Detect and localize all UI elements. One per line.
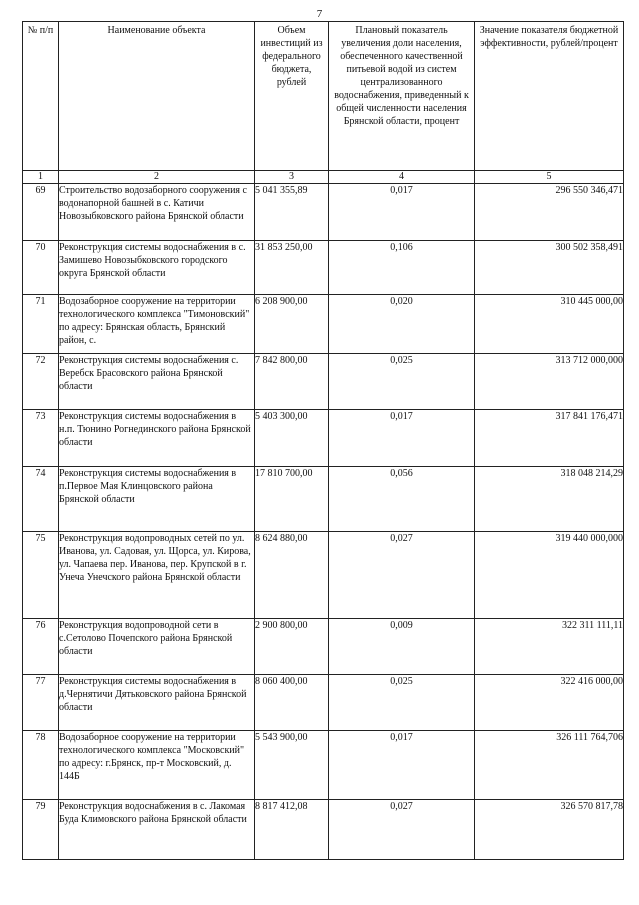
object-name: Реконструкция водопроводных сетей по ул. Иванова, ул. Садовая, ул. Щорса, ул. Кирова, ул. Чапаева пер. Иванова, пер. Крупской в г. Унеча Унечского района Брянской области	[59, 531, 255, 619]
header-investment-text: Объем инвестиций из федерального бюджета, рублей	[260, 25, 323, 88]
object-name: Реконструкция системы водоснабжения с. Веребск Брасовского района Брянской области	[59, 354, 255, 409]
header-row	[23, 22, 624, 171]
investment-amount: 8 817 412,08	[255, 800, 329, 860]
planned-indicator: 0,009	[329, 619, 475, 674]
planned-indicator: 0,027	[329, 531, 475, 619]
planned-indicator: 0,027	[329, 800, 475, 860]
object-name: Реконструкция системы водоснабжения в н.п. Тюнино Рогнединского района Брянской области	[59, 409, 255, 466]
investment-amount: 6 208 900,00	[255, 294, 329, 353]
table-row	[23, 184, 624, 240]
row-number: 74	[23, 467, 59, 531]
planned-indicator: 0,106	[329, 240, 475, 294]
investment-amount: 8 624 880,00	[255, 531, 329, 619]
header-no-text: № п/п	[27, 25, 54, 36]
budget-efficiency: 300 502 358,491	[475, 240, 624, 294]
header-efficiency	[475, 22, 624, 171]
header-efficiency-text: Значение показателя бюджетной эффективности, рублей/процент	[479, 25, 619, 49]
budget-efficiency: 296 550 346,471	[475, 184, 624, 240]
planned-indicator: 0,017	[329, 409, 475, 466]
header-no	[23, 22, 59, 171]
header-investment	[255, 22, 329, 171]
table-row	[23, 467, 624, 531]
object-name: Реконструкция системы водоснабжения в п.Первое Мая Клинцовского района Брянской области	[59, 467, 255, 531]
planned-indicator: 0,025	[329, 674, 475, 730]
table-row	[23, 240, 624, 294]
planned-indicator: 0,017	[329, 730, 475, 800]
row-number: 77	[23, 674, 59, 730]
planned-indicator: 0,020	[329, 294, 475, 353]
column-number: 3	[255, 171, 329, 184]
column-number: 5	[475, 171, 624, 184]
table-row	[23, 531, 624, 619]
table-row	[23, 800, 624, 860]
investment-table	[22, 21, 624, 860]
column-number: 4	[329, 171, 475, 184]
row-number: 75	[23, 531, 59, 619]
page-number: 7	[316, 8, 323, 20]
budget-efficiency: 322 311 111,11	[475, 619, 624, 674]
budget-efficiency: 322 416 000,00	[475, 674, 624, 730]
row-number: 72	[23, 354, 59, 409]
header-name-text: Наименование объекта	[107, 25, 206, 36]
investment-amount: 5 041 355,89	[255, 184, 329, 240]
budget-efficiency: 313 712 000,000	[475, 354, 624, 409]
planned-indicator: 0,056	[329, 467, 475, 531]
table-row	[23, 674, 624, 730]
budget-efficiency: 326 111 764,706	[475, 730, 624, 800]
header-name	[59, 22, 255, 171]
table-row	[23, 730, 624, 800]
budget-efficiency: 310 445 000,00	[475, 294, 624, 353]
object-name: Реконструкция водоснабжения в с. Лакомая Буда Климовского района Брянской области	[59, 800, 255, 860]
investment-amount: 5 543 900,00	[255, 730, 329, 800]
investment-amount: 2 900 800,00	[255, 619, 329, 674]
table-row	[23, 294, 624, 353]
column-number-row	[23, 171, 624, 184]
table-row	[23, 354, 624, 409]
row-number: 78	[23, 730, 59, 800]
header-indicator	[329, 22, 475, 171]
table-row	[23, 619, 624, 674]
object-name: Реконструкция системы водоснабжения в д.Чернятичи Дятьковского района Брянской области	[59, 674, 255, 730]
table-row	[23, 409, 624, 466]
row-number: 69	[23, 184, 59, 240]
column-number: 2	[59, 171, 255, 184]
object-name: Реконструкция водопроводной сети в с.Сетолово Почепского района Брянской области	[59, 619, 255, 674]
object-name: Строительство водозаборного сооружения с водонапорной башней в с. Катичи Новозыбковского района Брянской области	[59, 184, 255, 240]
investment-amount: 8 060 400,00	[255, 674, 329, 730]
budget-efficiency: 319 440 000,000	[475, 531, 624, 619]
row-number: 70	[23, 240, 59, 294]
investment-amount: 7 842 800,00	[255, 354, 329, 409]
header-indicator-text: Плановый показатель увеличения доли населения, обеспеченного качественной питьевой водой из систем централизованного водоснабжения, приведенный к общей численности населения Брянской области, процент	[334, 25, 469, 127]
row-number: 71	[23, 294, 59, 353]
budget-efficiency: 318 048 214,29	[475, 467, 624, 531]
planned-indicator: 0,025	[329, 354, 475, 409]
budget-efficiency: 317 841 176,471	[475, 409, 624, 466]
column-number: 1	[23, 171, 59, 184]
budget-efficiency: 326 570 817,78	[475, 800, 624, 860]
planned-indicator: 0,017	[329, 184, 475, 240]
investment-amount: 31 853 250,00	[255, 240, 329, 294]
investment-amount: 5 403 300,00	[255, 409, 329, 466]
investment-amount: 17 810 700,00	[255, 467, 329, 531]
row-number: 76	[23, 619, 59, 674]
row-number: 79	[23, 800, 59, 860]
object-name: Водозаборное сооружение на территории технологического комплекса "Тимоновский" по адресу: Брянская область, Брянский район, с.	[59, 294, 255, 353]
object-name: Водозаборное сооружение на территории технологического комплекса "Московский" по адресу: г.Брянск, пр-т Московский, д. 144Б	[59, 730, 255, 800]
row-number: 73	[23, 409, 59, 466]
object-name: Реконструкция системы водоснабжения в с. Замишево Новозыбковского городского округа Брянской области	[59, 240, 255, 294]
